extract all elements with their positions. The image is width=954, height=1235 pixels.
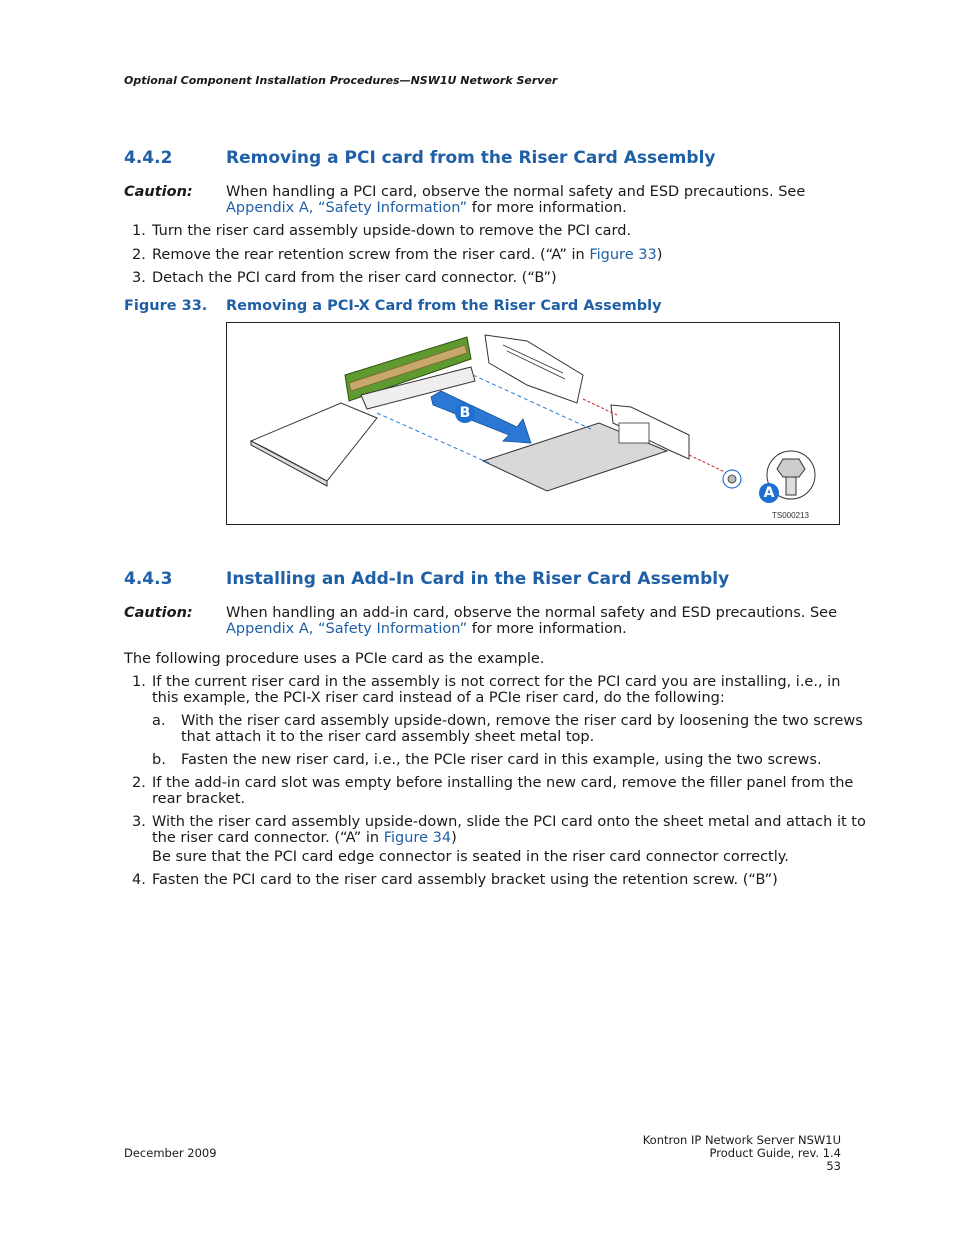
figure-34-link[interactable]: Figure 34 (383, 830, 452, 846)
step-2-text-start: Remove the rear retention screw from the riser card. (“A” in (152, 247, 590, 263)
callout-b: B (455, 403, 475, 423)
step-4-text: Fasten the PCI card to the riser card assembly bracket using the retention screw. (“B”) (152, 872, 778, 888)
step-3-line2-start: the riser card connector. (“A” in (152, 830, 384, 846)
sheet-metal-tray (251, 403, 377, 481)
step-1-number: 1. (132, 223, 146, 239)
step-1-text: Turn the riser card assembly upside-down to remove the PCI card. (152, 223, 632, 239)
figure-33-link[interactable]: Figure 33 (589, 247, 657, 263)
appendix-a-link[interactable]: Appendix A, “Safety Information” (226, 621, 468, 637)
section-heading-4-4-2 (124, 148, 824, 170)
step-2-text (152, 247, 662, 263)
substep-a-label: a. (152, 713, 166, 729)
caution-text-line1: When handling an add-in card, observe the normal safety and ESD precautions. See (226, 605, 838, 621)
removal-arrow (431, 391, 531, 443)
step-3-line2 (152, 830, 457, 846)
substep-b-label: b. (152, 752, 166, 768)
step-3-text: Detach the PCI card from the riser card connector. (“B”) (152, 270, 557, 286)
footer-product-line2: Product Guide, rev. 1.4 (709, 1146, 841, 1160)
step-3-number: 3. (132, 814, 146, 830)
riser-bracket (485, 335, 583, 403)
caution-text-tail: for more information. (467, 200, 627, 216)
substep-a-line1: With the riser card assembly upside-down, remove the riser card by loosening the two screws (181, 713, 863, 729)
section-title: Installing an Add-In Card in the Riser Card Assembly (226, 569, 730, 589)
step-3-line1: With the riser card assembly upside-down, slide the PCI card onto the sheet metal and attach it to (152, 814, 866, 830)
section-number: 4.4.3 (124, 569, 173, 589)
callout-a: A (759, 483, 779, 503)
step-2-number: 2. (132, 775, 146, 791)
figure-33-title: Removing a PCI-X Card from the Riser Card Assembly (226, 298, 662, 314)
step-2-text-end: ) (656, 247, 663, 263)
step-1-line2: this example, the PCI-X riser card instead of a PCIe riser card, do the following: (152, 690, 725, 706)
substep-a-line2: that attach it to the riser card assembly sheet metal top. (181, 729, 595, 745)
figure-33-label: Figure 33. (124, 298, 208, 314)
caution-label: Caution: (124, 184, 193, 200)
footer-page-number: 53 (826, 1159, 841, 1173)
step-3-note: Be sure that the PCI card edge connector is seated in the riser card connector correctly. (152, 849, 789, 865)
running-header: Optional Component Installation Procedures—NSW1U Network Server (124, 74, 558, 87)
step-3-line2-end: ) (451, 830, 457, 846)
step-1-number: 1. (132, 674, 146, 690)
caution-text-line2 (226, 200, 627, 216)
caution-text-line2 (226, 621, 627, 637)
appendix-a-link[interactable]: Appendix A, “Safety Information” (226, 200, 468, 216)
step-1-line1: If the current riser card in the assembly is not correct for the PCI card you are installing, i.e., in (152, 674, 841, 690)
footer-date: December 2009 (124, 1146, 217, 1160)
caution-text-tail: for more information. (467, 621, 627, 637)
substep-b-text: Fasten the new riser card, i.e., the PCIe riser card in this example, using the two screws. (181, 752, 822, 768)
step-2-number: 2. (132, 247, 146, 263)
section-title: Removing a PCI card from the Riser Card Assembly (226, 148, 716, 168)
step-4-number: 4. (132, 872, 146, 888)
footer-product-line1: Kontron IP Network Server NSW1U (642, 1133, 841, 1147)
step-3-number: 3. (132, 270, 146, 286)
section-number: 4.4.2 (124, 148, 173, 168)
caution-label: Caution: (124, 605, 193, 621)
caution-text-line1: When handling a PCI card, observe the normal safety and ESD precautions. See (226, 184, 806, 200)
figure-image-id: TS000213 (772, 511, 809, 520)
section-heading-4-4-3 (124, 569, 824, 591)
procedure-intro: The following procedure uses a PCIe card as the example. (124, 651, 545, 667)
riser-card-removal-diagram (227, 323, 839, 524)
step-2-line1: If the add-in card slot was empty before installing the new card, remove the filler panel from the (152, 775, 854, 791)
figure-33-illustration (226, 322, 840, 525)
step-2-line2: rear bracket. (152, 791, 246, 807)
